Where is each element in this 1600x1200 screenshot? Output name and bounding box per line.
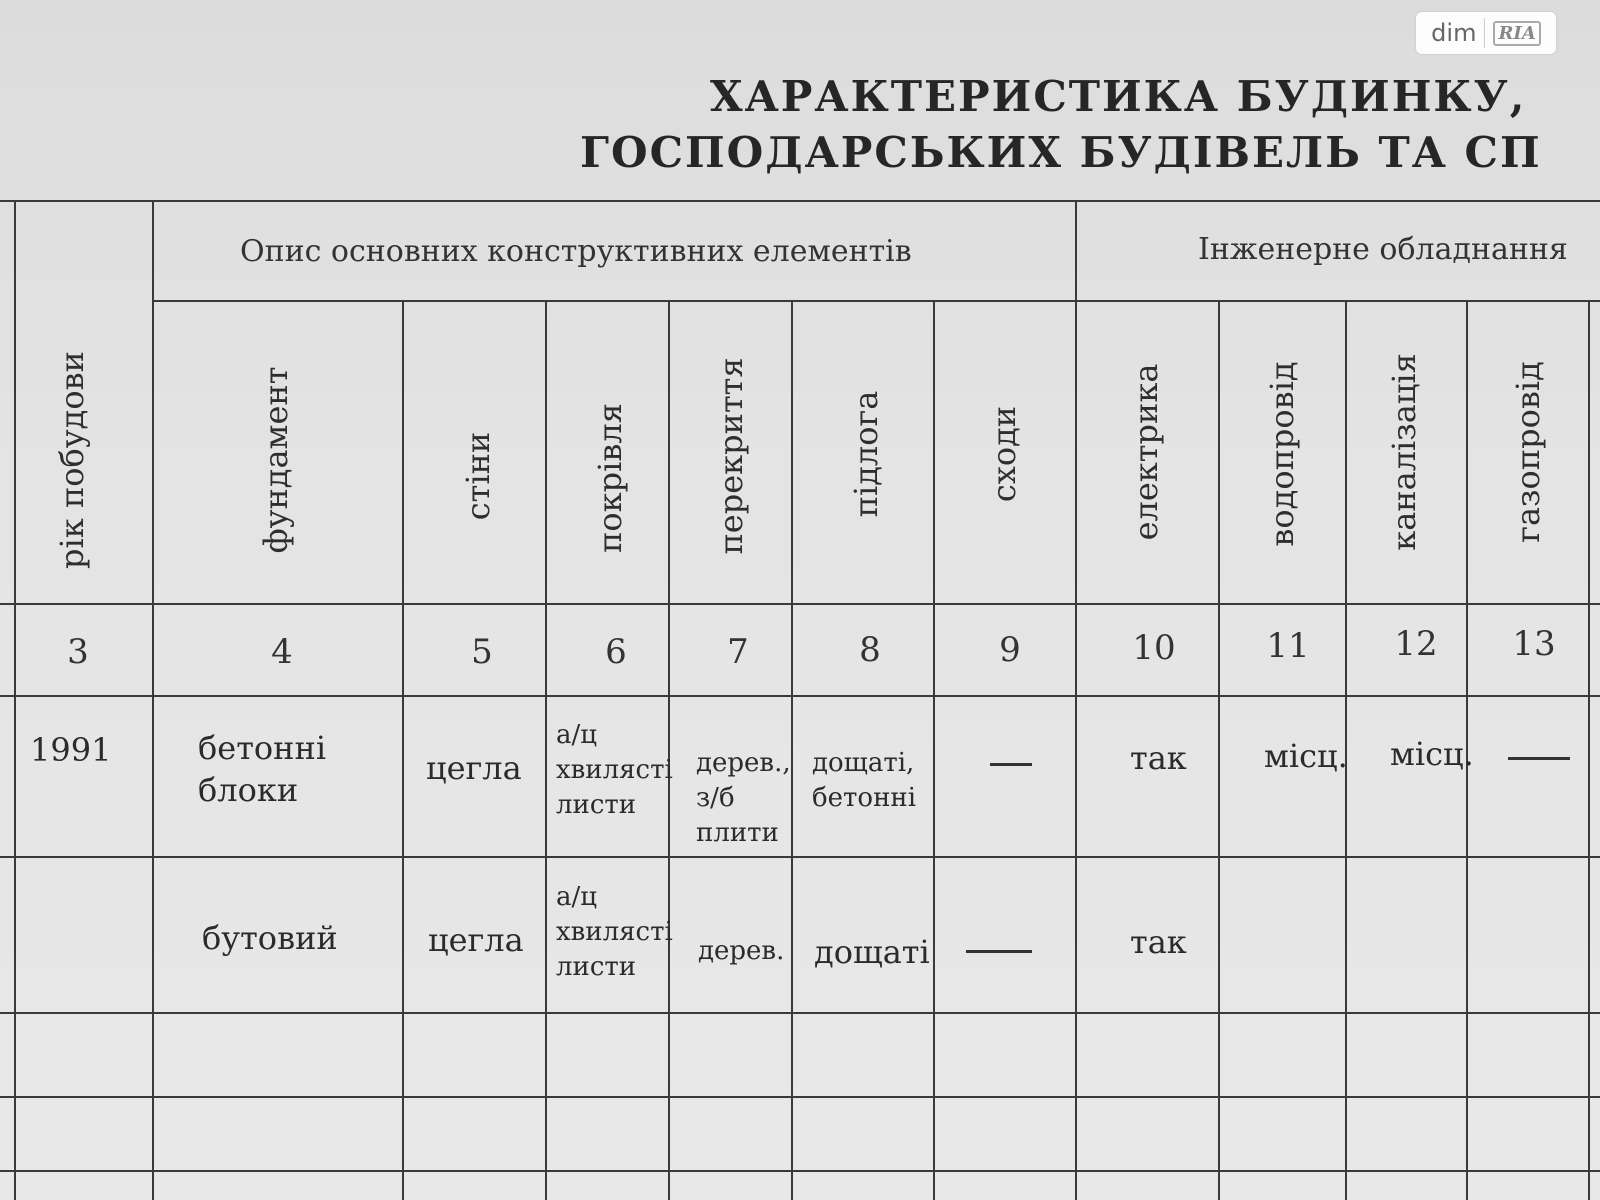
document-title-line2: ГОСПОДАРСЬКИХ БУДІВЕЛЬ ТА СП — [580, 128, 1542, 177]
column-header-walls: стіни — [459, 431, 497, 521]
row1-electricity: так — [1130, 739, 1187, 777]
grid-line — [0, 856, 1600, 858]
row1-foundation-line: блоки — [198, 770, 299, 809]
column-number: 10 — [1132, 628, 1176, 668]
grid-line — [0, 603, 1600, 605]
row1-foundation-line: бетонні — [198, 729, 327, 767]
row1-roof-line: а/ц — [556, 720, 597, 750]
row1-sewage: місц. — [1390, 735, 1474, 773]
column-number: 3 — [67, 632, 89, 672]
column-header-foundation: фундамент — [257, 366, 295, 554]
grid-line — [0, 1170, 1600, 1172]
column-number: 11 — [1266, 626, 1310, 666]
row1-roof-line: хвилясті — [556, 755, 673, 786]
row2-stairs-dash — [966, 950, 1032, 953]
watermark-logo: RIA — [1493, 21, 1540, 46]
column-header-roof: покрівля — [591, 403, 629, 553]
document-title-line1: ХАРАКТЕРИСТИКА БУДИНКУ, — [710, 72, 1527, 121]
grid-line — [1218, 300, 1220, 1200]
row2-roof — [556, 880, 673, 985]
row1-ceiling-line: з/б — [696, 783, 735, 814]
column-header-stairs: сходи — [985, 405, 1023, 503]
row1-foundation — [198, 728, 326, 811]
grid-line — [791, 300, 793, 1200]
row1-walls: цегла — [426, 749, 522, 787]
grid-line — [933, 300, 935, 1200]
row1-ceiling-line: дерев., — [696, 748, 791, 778]
column-header-ceiling: перекриття — [712, 357, 750, 555]
column-number: 6 — [605, 632, 627, 672]
grid-line — [1075, 200, 1077, 1200]
row2-floor: дощаті — [814, 933, 930, 971]
watermark-divider — [1484, 18, 1485, 48]
row1-ceiling-line: плити — [696, 818, 779, 849]
row1-ceiling — [696, 746, 791, 851]
column-header-sewage: каналізація — [1385, 353, 1423, 551]
column-number: 12 — [1394, 624, 1438, 664]
column-number: 9 — [999, 630, 1021, 670]
row1-water: місц. — [1264, 737, 1348, 775]
watermark — [1416, 12, 1556, 54]
row2-ceiling: дерев. — [698, 936, 785, 966]
column-header-gas: газопровід — [1509, 361, 1547, 543]
watermark-brand: dim — [1431, 19, 1477, 47]
grid-line — [152, 300, 1600, 302]
row1-stairs-dash — [990, 763, 1032, 766]
grid-line — [0, 1096, 1600, 1098]
column-header-year: рік побудови — [53, 351, 91, 569]
grid-line — [0, 695, 1600, 697]
group-header-engineering: Інженерне обладнання — [1198, 232, 1568, 267]
column-header-water: водопровід — [1263, 361, 1301, 547]
column-header-electricity: електрика — [1127, 363, 1165, 541]
column-number: 7 — [727, 632, 749, 672]
grid-line — [0, 200, 1600, 202]
row1-roof-line: листи — [556, 790, 637, 821]
row1-floor-line: бетонні — [812, 783, 917, 814]
row1-roof — [556, 718, 673, 823]
column-header-floor: підлога — [847, 390, 885, 518]
column-number: 13 — [1512, 624, 1556, 664]
row1-gas-dash — [1508, 757, 1570, 760]
row2-roof-line: листи — [556, 952, 637, 983]
row2-roof-line: хвилясті — [556, 917, 673, 948]
row2-walls: цегла — [428, 921, 524, 959]
column-number: 5 — [471, 632, 493, 672]
grid-line — [152, 200, 154, 1200]
row1-floor — [812, 746, 916, 816]
row1-year: 1991 — [30, 731, 112, 769]
row2-roof-line: а/ц — [556, 882, 597, 912]
row2-electricity: так — [1130, 923, 1187, 961]
grid-line — [14, 200, 16, 1200]
grid-line — [1588, 300, 1590, 1200]
group-header-construction: Опис основних конструктивних елементів — [240, 234, 912, 269]
column-number: 8 — [859, 630, 881, 670]
grid-line — [545, 300, 547, 1200]
column-number: 4 — [271, 632, 293, 672]
grid-line — [402, 300, 404, 1200]
row1-floor-line: дощаті, — [812, 748, 915, 778]
row2-foundation: бутовий — [202, 919, 338, 957]
grid-line — [0, 1012, 1600, 1014]
